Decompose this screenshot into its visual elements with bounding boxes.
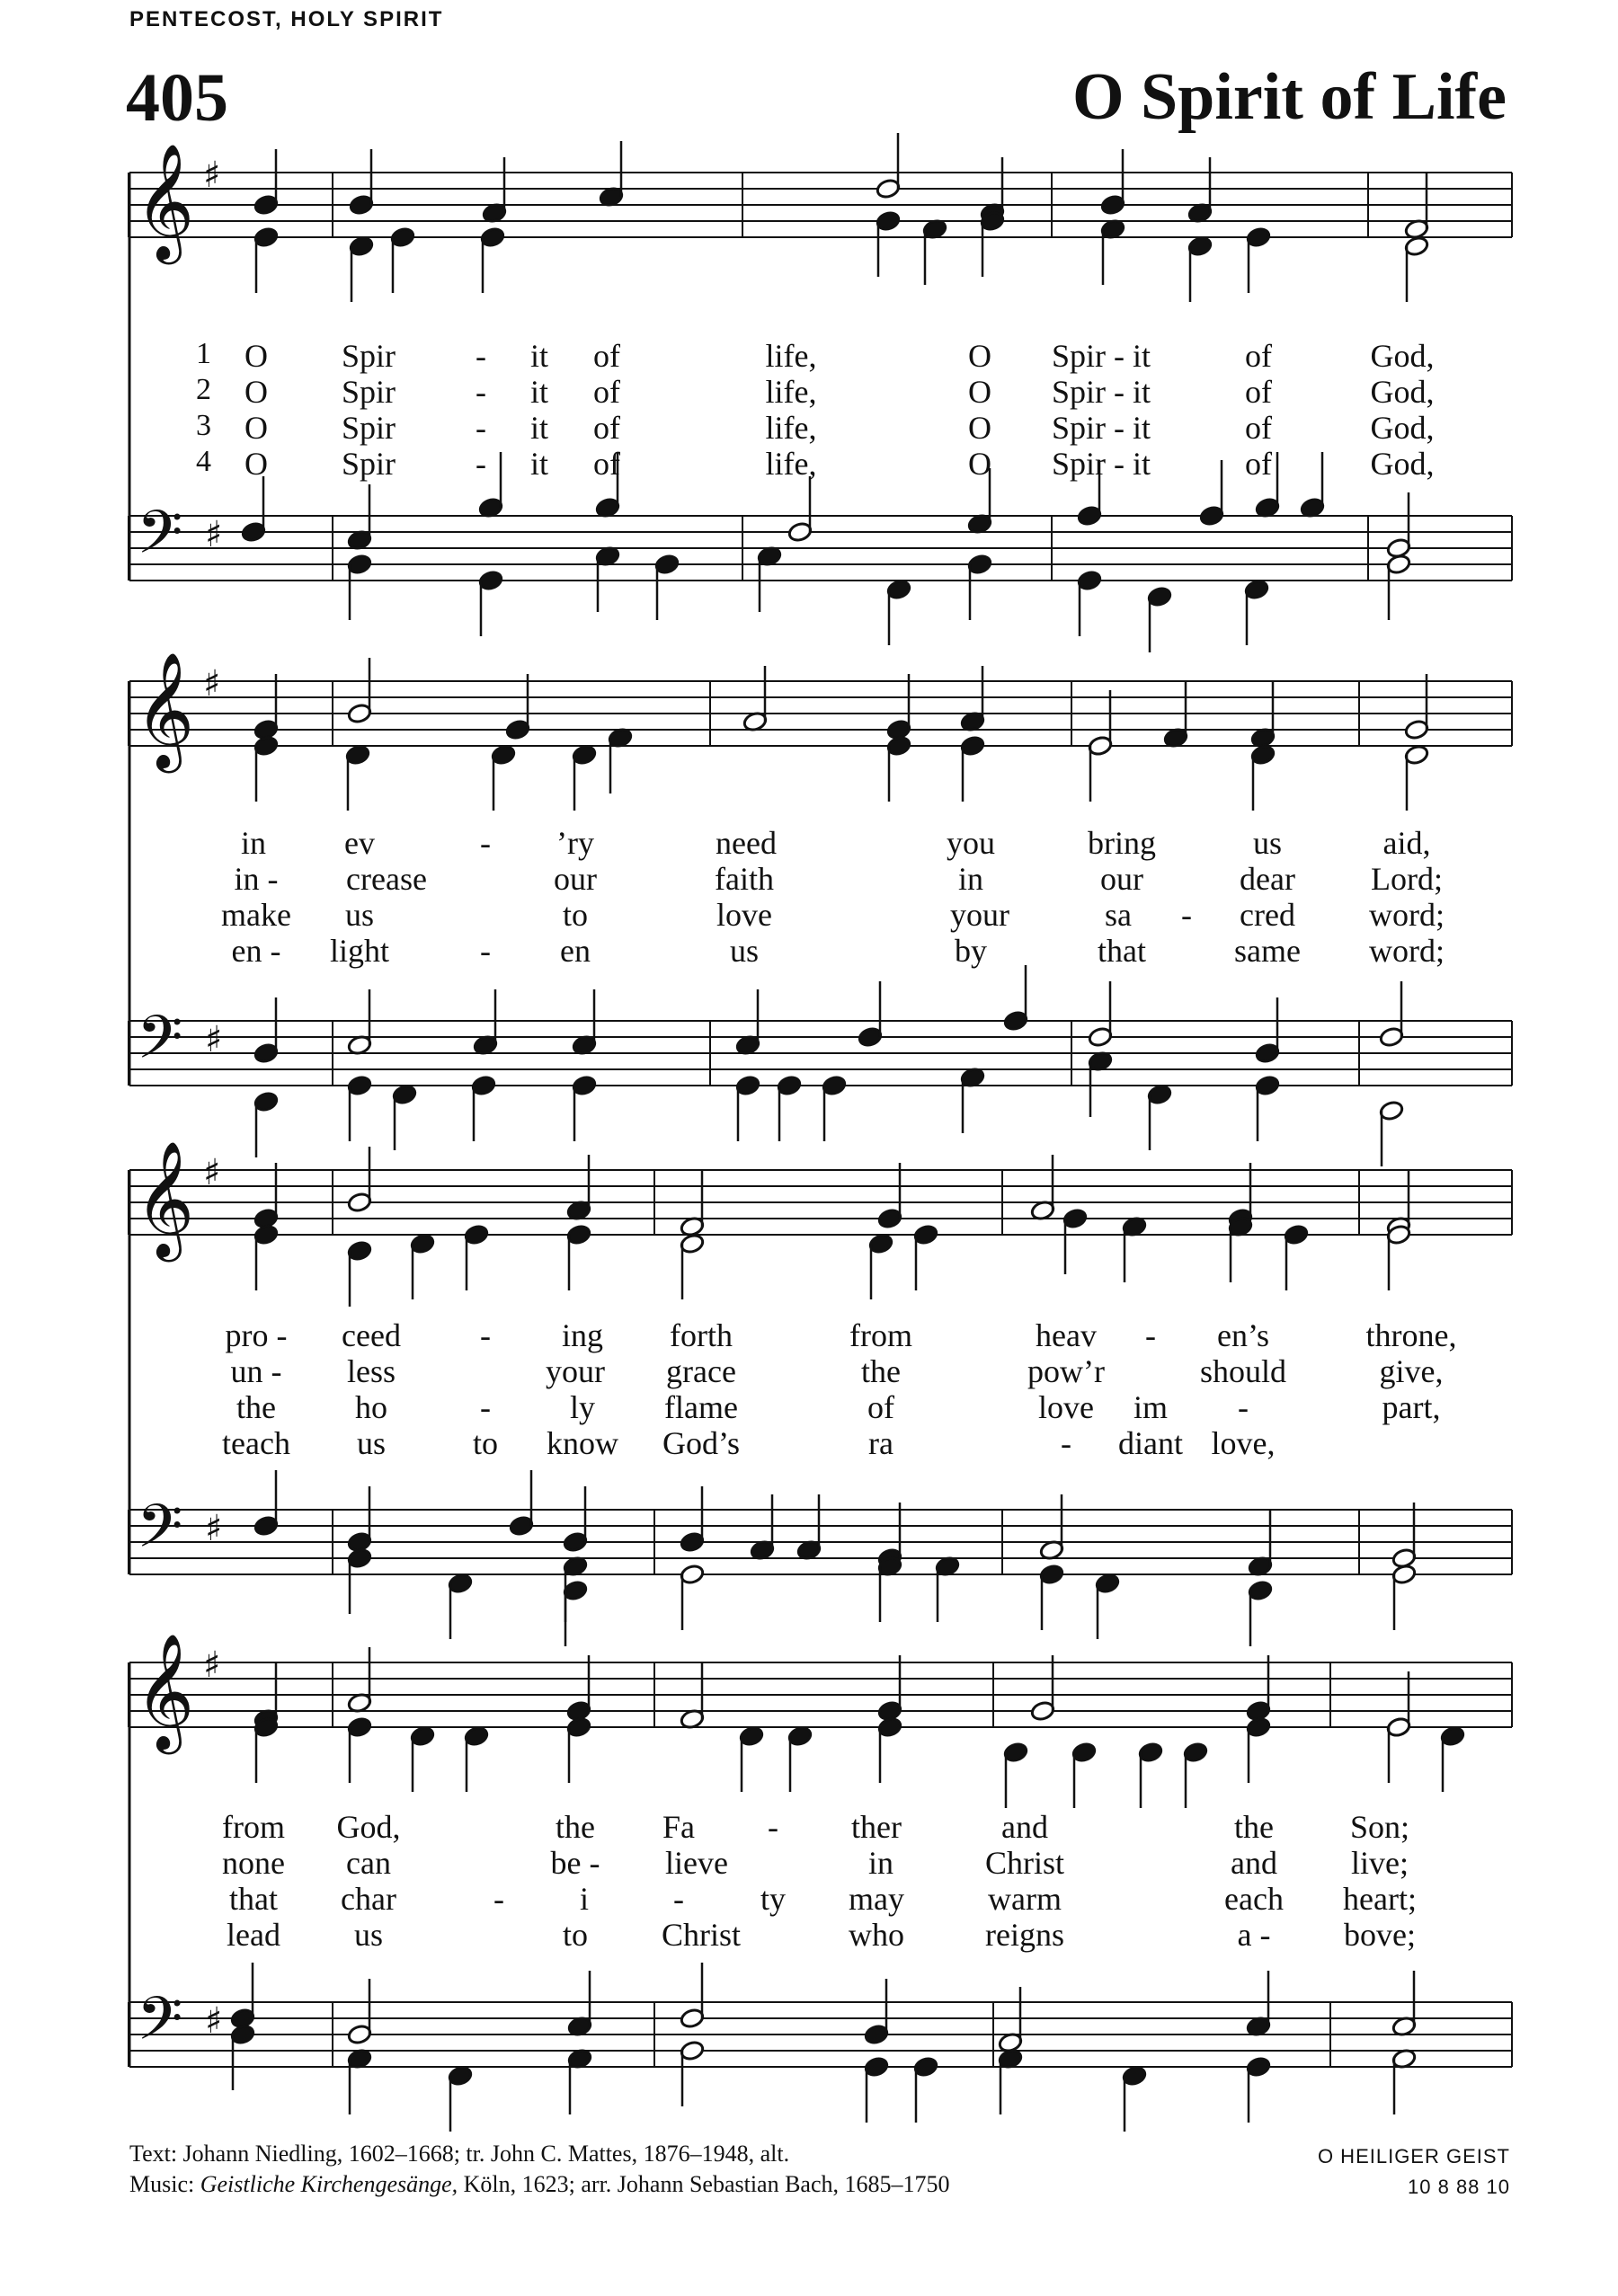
lyric-syllable: Spir - it	[1051, 446, 1151, 482]
lyric-syllable: cred	[1240, 897, 1295, 933]
lyric-syllable: -	[476, 338, 486, 374]
lyric-syllable: your	[950, 897, 1009, 933]
lyric-syllable: O	[244, 446, 268, 482]
lyric-syllable: heav	[1036, 1317, 1097, 1353]
lyric-syllable: of	[1245, 410, 1272, 446]
lyric-syllable: of	[593, 410, 620, 446]
lyric-syllable: faith	[715, 861, 774, 897]
lyric-syllable: God,	[336, 1809, 401, 1845]
lyric-syllable: of	[593, 374, 620, 410]
lyric-syllable: un -	[230, 1353, 282, 1389]
lyric-syllable: God,	[1370, 374, 1435, 410]
lyric-syllable: to	[472, 1425, 499, 1461]
system-3-bass-clef: 𝄢	[137, 1492, 183, 1575]
category-heading: PENTECOST, HOLY SPIRIT	[129, 7, 444, 31]
lyric-syllable: be -	[550, 1845, 600, 1881]
lyric-syllable: -	[480, 825, 491, 861]
lyric-syllable: of	[1245, 338, 1272, 374]
lyric-syllable: the	[1234, 1809, 1274, 1845]
lyric-syllable: Lord;	[1371, 861, 1443, 897]
lyric-syllable: it	[529, 338, 549, 374]
tune-info	[1318, 2141, 1510, 2203]
lyric-syllable: word;	[1369, 897, 1445, 933]
lyric-syllable: that	[229, 1881, 278, 1917]
lyric-syllable: Fa	[662, 1809, 695, 1845]
lyric-syllable: aid,	[1382, 825, 1431, 861]
lyric-syllable: Christ	[984, 1845, 1065, 1881]
verse-number: 1	[196, 337, 211, 370]
lyric-syllable: im	[1133, 1389, 1169, 1425]
lyric-syllable: in	[867, 1845, 894, 1881]
lyric-syllable: Spir - it	[1051, 374, 1151, 410]
system-2-key-signature-sharp: ♯	[205, 1019, 223, 1060]
lyric-syllable: a -	[1237, 1917, 1271, 1953]
lyric-syllable: en -	[231, 933, 281, 969]
lyric-syllable: -	[480, 1317, 491, 1353]
lyric-syllable: Spir - it	[1051, 410, 1151, 446]
lyric-syllable: should	[1199, 1353, 1287, 1389]
lyric-syllable: ther	[851, 1809, 902, 1845]
lyric-syllable: Spir	[341, 374, 396, 410]
lyric-syllable: -	[1238, 1389, 1249, 1425]
lyric-syllable: lieve	[665, 1845, 728, 1881]
lyric-syllable: O	[968, 374, 991, 410]
lyric-syllable: i	[579, 1881, 590, 1917]
lyric-syllable: O	[968, 446, 991, 482]
lyric-syllable: in	[240, 825, 267, 861]
lyric-syllable: diant	[1118, 1425, 1183, 1461]
lyric-syllable: who	[849, 1917, 904, 1953]
lyric-syllable: O	[244, 410, 268, 446]
lyric-syllable: in -	[234, 861, 279, 897]
lyric-syllable: to	[562, 1917, 589, 1953]
lyric-syllable: dear	[1240, 861, 1295, 897]
lyric-syllable: teach	[222, 1425, 290, 1461]
lyric-syllable: -	[1181, 897, 1192, 933]
system-1-treble-clef: 𝄞	[135, 143, 195, 260]
lyric-syllable: live;	[1351, 1845, 1409, 1881]
lyric-syllable: reigns	[985, 1917, 1064, 1953]
lyric-syllable: -	[480, 1389, 491, 1425]
lyric-syllable: our	[554, 861, 597, 897]
lyric-syllable: word;	[1369, 933, 1445, 969]
lyric-syllable: -	[1145, 1317, 1156, 1353]
lyric-syllable: life,	[765, 446, 817, 482]
verse-number: 4	[196, 445, 211, 478]
system-2-bass-clef: 𝄢	[137, 1003, 183, 1086]
lyric-syllable: ty	[760, 1881, 787, 1917]
lyric-syllable: Spir	[341, 446, 396, 482]
lyric-syllable: O	[968, 338, 991, 374]
music-credit: Music: Geistliche Kirchengesänge, Köln, 1623; arr. Johann Sebastian Bach, 1685–1750	[129, 2171, 950, 2197]
system-3-key-signature-sharp: ♯	[203, 1152, 221, 1193]
lyric-syllable: life,	[765, 410, 817, 446]
lyric-syllable: forth	[670, 1317, 733, 1353]
lyric-syllable: ev	[344, 825, 375, 861]
lyric-syllable: and	[1001, 1809, 1048, 1845]
lyric-syllable: -	[768, 1809, 778, 1845]
lyric-syllable: our	[1100, 861, 1143, 897]
lyric-syllable: each	[1224, 1881, 1284, 1917]
lyric-syllable: O	[244, 374, 268, 410]
lyric-syllable: by	[955, 933, 987, 969]
system-2-key-signature-sharp: ♯	[203, 663, 221, 705]
lyric-syllable: in	[957, 861, 984, 897]
lyric-syllable: Spir	[341, 410, 396, 446]
lyric-syllable: the	[236, 1389, 276, 1425]
lyric-syllable: ’ry	[556, 825, 594, 861]
lyric-syllable: pro -	[225, 1317, 288, 1353]
lyric-syllable: flame	[664, 1389, 738, 1425]
lyric-syllable: can	[346, 1845, 391, 1881]
lyric-syllable: pow’r	[1027, 1353, 1105, 1389]
lyric-syllable: en	[560, 933, 591, 969]
lyric-syllable: of	[593, 338, 620, 374]
lyric-syllable: less	[347, 1353, 396, 1389]
system-3-treble-clef: 𝄞	[135, 1140, 195, 1257]
lyric-syllable: God,	[1370, 446, 1435, 482]
hymn-number: 405	[126, 60, 228, 136]
hymn-title: O Spirit of Life	[1071, 60, 1507, 134]
lyric-syllable: ho	[355, 1389, 387, 1425]
lyric-syllable: O	[968, 410, 991, 446]
lyric-syllable: give,	[1379, 1353, 1444, 1389]
lyric-syllable: love	[1038, 1389, 1094, 1425]
lyric-syllable: the	[556, 1809, 595, 1845]
lyric-syllable: God’s	[662, 1425, 741, 1461]
system-1-key-signature-sharp: ♯	[205, 514, 223, 555]
lyric-syllable: of	[1245, 374, 1272, 410]
lyric-syllable: warm	[988, 1881, 1062, 1917]
lyric-syllable: of	[1245, 446, 1272, 482]
lyric-syllable: crease	[346, 861, 427, 897]
lyric-syllable: us	[729, 933, 760, 969]
system-3-key-signature-sharp: ♯	[205, 1508, 223, 1549]
lyric-syllable: from	[222, 1809, 285, 1845]
lyric-syllable: ceed	[342, 1317, 401, 1353]
lyric-syllable: -	[673, 1881, 684, 1917]
lyric-syllable: the	[861, 1353, 901, 1389]
lyric-syllable: God,	[1370, 410, 1435, 446]
lyric-syllable: God,	[1370, 338, 1435, 374]
lyric-syllable: us	[353, 1917, 384, 1953]
lyric-syllable: ing	[561, 1317, 604, 1353]
lyric-syllable: -	[1061, 1425, 1071, 1461]
lyric-syllable: -	[480, 933, 491, 969]
lyric-syllable: ra	[868, 1425, 893, 1461]
system-4-key-signature-sharp: ♯	[205, 2000, 223, 2042]
lyric-syllable: to	[562, 897, 589, 933]
lyric-syllable: Son;	[1349, 1809, 1410, 1845]
system-1-key-signature-sharp: ♯	[203, 155, 221, 196]
lyric-syllable: same	[1234, 933, 1301, 969]
lyric-syllable: -	[476, 374, 486, 410]
lyric-syllable: sa	[1105, 897, 1132, 933]
lyric-syllable: love,	[1211, 1425, 1276, 1461]
verse-number: 3	[196, 409, 211, 442]
lyric-syllable: bring	[1088, 825, 1156, 861]
system-4-key-signature-sharp: ♯	[203, 1644, 221, 1686]
lyric-syllable: of	[867, 1389, 894, 1425]
lyric-syllable: us	[356, 1425, 387, 1461]
lyric-syllable: -	[476, 446, 486, 482]
credits	[129, 2139, 950, 2200]
lyric-syllable: throne,	[1365, 1317, 1457, 1353]
lyric-syllable: from	[849, 1317, 912, 1353]
lyric-syllable: light	[329, 933, 390, 969]
lyric-syllable: us	[1252, 825, 1283, 861]
verse-number: 2	[196, 373, 211, 406]
lyric-syllable: your	[546, 1353, 605, 1389]
lyric-syllable: it	[529, 374, 549, 410]
text-credit: Text: Johann Niedling, 1602–1668; tr. John C. Mattes, 1876–1948, alt.	[129, 2141, 790, 2167]
system-4-treble-clef: 𝄞	[135, 1633, 195, 1750]
lyric-syllable: Spir - it	[1051, 338, 1151, 374]
lyric-syllable: know	[547, 1425, 618, 1461]
lyric-syllable: it	[529, 446, 549, 482]
lyric-syllable: none	[222, 1845, 285, 1881]
lyric-syllable: grace	[666, 1353, 736, 1389]
lyric-syllable: life,	[765, 374, 817, 410]
lyric-syllable: O	[244, 338, 268, 374]
lyric-syllable: ly	[569, 1389, 596, 1425]
lyric-syllable: that	[1098, 933, 1146, 969]
lyric-syllable: you	[947, 825, 995, 861]
system-2-treble-clef: 𝄞	[135, 652, 195, 768]
lyric-syllable: may	[849, 1881, 904, 1917]
tune-name: O HEILIGER GEIST	[1317, 2145, 1510, 2167]
lyric-syllable: Christ	[661, 1917, 742, 1953]
lyric-syllable: make	[221, 897, 291, 933]
lyric-syllable: and	[1231, 1845, 1277, 1881]
lyric-syllable: of	[593, 446, 620, 482]
lyric-syllable: char	[341, 1881, 396, 1917]
lyric-syllable: it	[529, 410, 549, 446]
lyric-syllable: life,	[765, 338, 817, 374]
lyric-syllable: bove;	[1344, 1917, 1416, 1953]
tune-meter: 10 8 88 10	[1408, 2176, 1510, 2198]
system-1-bass-clef: 𝄢	[137, 498, 183, 581]
lyric-syllable: lead	[227, 1917, 280, 1953]
lyric-syllable: Spir	[341, 338, 396, 374]
lyric-syllable: en’s	[1217, 1317, 1269, 1353]
lyric-syllable: love	[716, 897, 772, 933]
lyric-syllable: need	[716, 825, 777, 861]
lyric-syllable: us	[344, 897, 375, 933]
lyric-syllable: heart;	[1343, 1881, 1417, 1917]
lyric-syllable: -	[493, 1881, 504, 1917]
system-4-bass-clef: 𝄢	[137, 1984, 183, 2068]
lyric-syllable: -	[476, 410, 486, 446]
lyric-syllable: part,	[1382, 1389, 1441, 1425]
